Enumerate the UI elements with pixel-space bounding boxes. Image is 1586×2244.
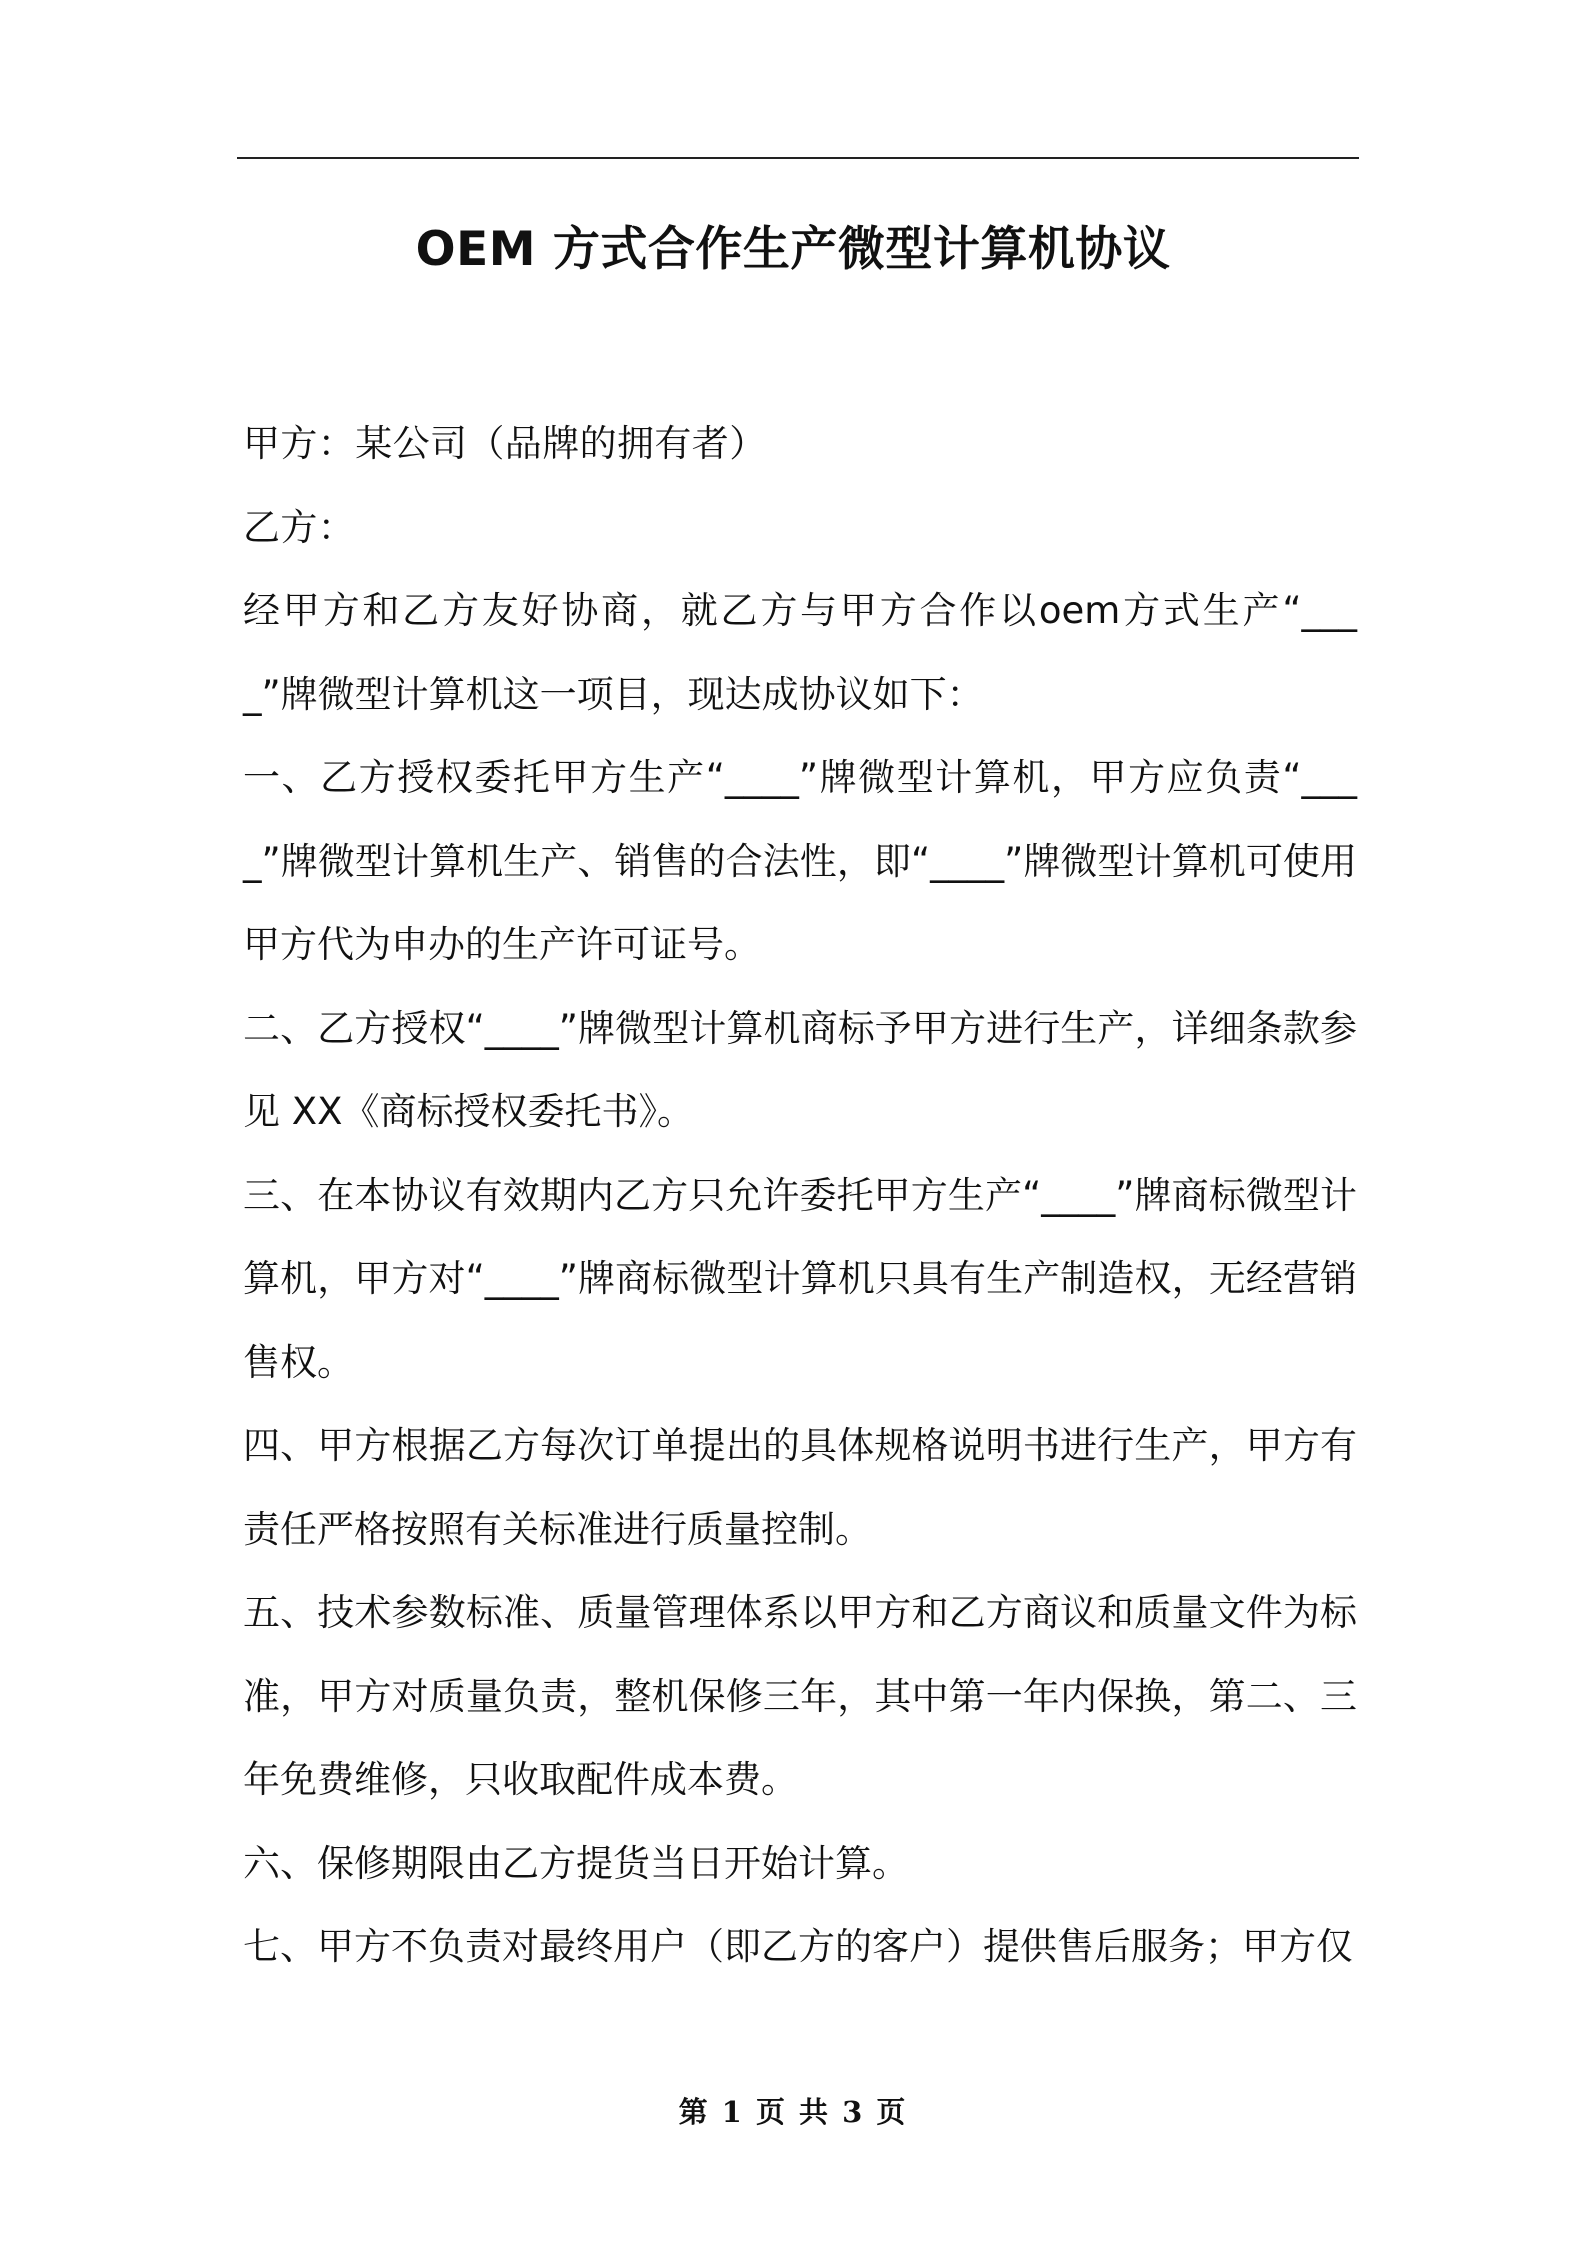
header-rule (237, 157, 1359, 159)
clause-7-paragraph: 七、甲方不负责对最终用户（即乙方的客户）提供售后服务；甲方仅 (243, 1925, 1353, 1968)
clause-5-paragraph: 五、技术参数标准、质量管理体系以甲方和乙方商议和质量文件为标准，甲方对质量负责，整机保修三年，其中第一年内保换，第二、三年免费维修，只收取配件成本费。 (243, 1591, 1357, 1801)
document-title: OEM 方式合作生产微型计算机协议 (415, 222, 1171, 277)
document-body (243, 402, 1357, 1989)
clause-2-paragraph: 二、乙方授权“____”牌微型计算机商标予甲方进行生产，详细条款参见 XX《商标授权委托书》。 (243, 1006, 1357, 1133)
party-b-line: 乙方： (243, 505, 356, 549)
clause-6-paragraph: 六、保修期限由乙方提货当日开始计算。 (243, 1841, 909, 1885)
preamble-paragraph: 经甲方和乙方友好协商，就乙方与甲方合作以oem方式生产“____”牌微型计算机这一项目，现达成协议如下： (243, 589, 1357, 716)
clause-3-paragraph: 三、在本协议有效期内乙方只允许委托甲方生产“____”牌商标微型计算机，甲方对“____”牌商标微型计算机只具有生产制造权，无经营销售权。 (243, 1173, 1357, 1384)
page-number-footer: 第 1 页 共 3 页 (678, 2095, 908, 2129)
party-a-line: 甲方：某公司（品牌的拥有者） (243, 422, 767, 465)
clause-4-paragraph: 四、甲方根据乙方每次订单提出的具体规格说明书进行生产，甲方有责任严格按照有关标准进行质量控制。 (243, 1424, 1357, 1551)
clause-1-paragraph: 一、乙方授权委托甲方生产“____”牌微型计算机，甲方应负责“____”牌微型计算机生产、销售的合法性，即“____”牌微型计算机可使用甲方代为申办的生产许可证号。 (243, 756, 1357, 966)
